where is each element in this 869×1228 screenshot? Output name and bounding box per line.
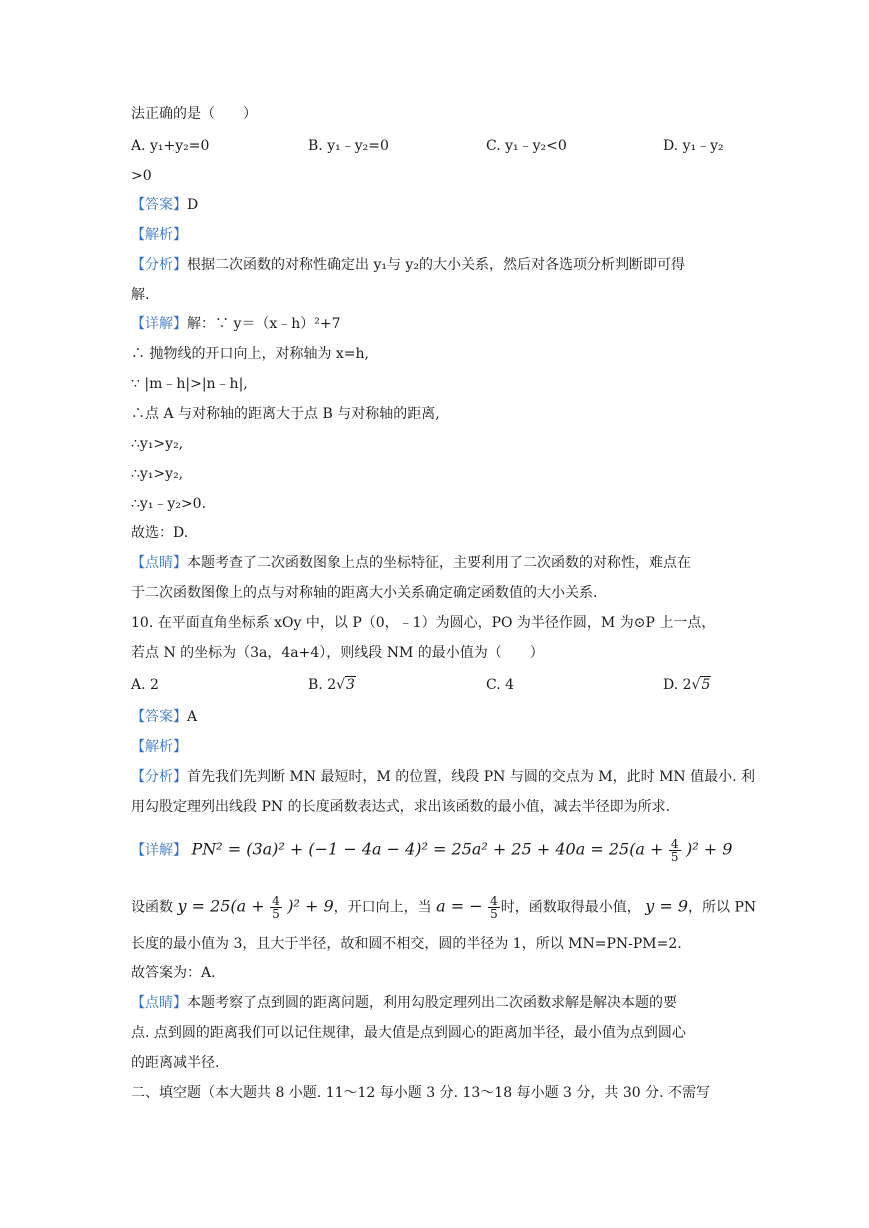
q10-dianjing-2: 点. 点到圆的距离我们可以记住规律，最大值是点到圆心的距离加半径，最小值为点到圆心 [131, 1025, 686, 1041]
fenxi-tag: 【分析】 [131, 257, 187, 273]
q9-option-d: D. y₁﹣y₂ [663, 138, 724, 154]
radicand: 3 [346, 677, 355, 693]
q9-step-5: ∴y₁>y₂, [131, 466, 184, 482]
q9-fenxi-2: 解. [131, 287, 150, 303]
q10-option-b [308, 675, 356, 695]
fenxi-text: 根据二次函数的对称性确定出 y₁与 y₂的大小关系，然后对各选项分析判断即可得 [187, 257, 685, 273]
numerator: 4 [490, 894, 498, 908]
dianjing-tag: 【点睛】 [131, 995, 187, 1011]
q10-fenxi [131, 767, 755, 787]
q10-dianjing [131, 993, 677, 1013]
function-expr: y = 25(a + [177, 896, 265, 916]
answer-tag: 【答案】 [131, 197, 187, 213]
q9-analysis-tag: 【解析】 [131, 227, 187, 243]
dianjing-text: 本题考查了二次函数图象上点的坐标特征，主要利用了二次函数的对称性，难点在 [187, 555, 691, 571]
q9-answer [131, 195, 198, 215]
q10-analysis-tag: 【解析】 [131, 739, 187, 755]
q9-step-2: ∵ |m﹣h|>|n﹣h|, [131, 376, 248, 392]
q10-detail [131, 838, 732, 863]
q9-fenxi [131, 255, 685, 275]
numerator: 4 [272, 894, 280, 908]
text: ，开口向上，当 [333, 899, 437, 916]
q10-set-2: 长度的最小值为 3，且大于半径，故和圆不相交，圆的半径为 1，所以 MN=PN-PM=2. [131, 936, 682, 952]
q9-detail [131, 314, 341, 334]
section-2-heading: 二、填空题（本大题共 8 小题. 11～12 每小题 3 分. 13～18 每小题 3 分，共 30 分. 不需写 [131, 1085, 710, 1101]
text: 设函数 [131, 899, 178, 916]
text: 时，函数取得最小值， [500, 899, 641, 916]
q10-option-c: C. 4 [486, 677, 515, 693]
q9-step-3: ∴点 A 与对称轴的距离大于点 B 与对称轴的距离, [131, 406, 440, 422]
answer-value: D [187, 197, 199, 213]
dianjing-tag: 【点睛】 [131, 555, 187, 571]
sqrt-symbol: √3 [336, 677, 355, 693]
function-expr-right: )² + 9 [287, 896, 334, 916]
q10-option-a: A. 2 [131, 677, 159, 693]
option-d-label: D. 2 [663, 677, 692, 693]
q10-set-3: 故答案为：A. [131, 965, 216, 981]
answer-tag: 【答案】 [131, 709, 187, 725]
q9-step-4: ∴y₁>y₂, [131, 436, 184, 452]
answer-value: A [187, 709, 198, 725]
equation-right: )² + 9 [686, 839, 733, 859]
q10-stem-2: 若点 N 的坐标为（3a，4a+4），则线段 NM 的最小值为（ ） [131, 645, 544, 661]
detail-tag: 【详解】 [131, 316, 187, 332]
q9-option-c: C. y₁﹣y₂<0 [486, 138, 567, 154]
denominator: 5 [272, 907, 280, 921]
q9-dianjing [131, 553, 691, 573]
dianjing-text: 本题考察了点到圆的距离问题，利用勾股定理列出二次函数求解是解决本题的要 [187, 995, 677, 1011]
denominator: 5 [670, 850, 679, 864]
q10-stem-1: 10. 在平面直角坐标系 xOy 中，以 P（0，﹣1）为圆心，PO 为半径作圆，M 为⊙P 上一点， [131, 615, 716, 631]
q10-option-d [663, 675, 711, 695]
q9-step-6: ∴y₁﹣y₂>0. [131, 496, 207, 512]
fenxi-text: 首先我们先判断 MN 最短时，M 的位置，线段 PN 与圆的交点为 M，此时 MN 值最小. 利 [187, 769, 756, 785]
numerator: 4 [670, 837, 679, 851]
detail-text: 解：∵ y＝（x﹣h）²+7 [187, 316, 341, 332]
q9-option-a: A. y₁+y₂=0 [131, 138, 210, 154]
q10-set-function [131, 895, 756, 920]
q10-answer [131, 707, 197, 727]
q9-option-d-cont: >0 [131, 168, 152, 184]
denominator: 5 [490, 907, 498, 921]
detail-tag: 【详解】 [131, 842, 187, 859]
fraction [669, 838, 681, 863]
a-value: a = − [436, 896, 483, 916]
option-b-label: B. 2 [308, 677, 337, 693]
q10-fenxi-2: 用勾股定理列出线段 PN 的长度函数表达式，求出该函数的最小值，减去半径即为所求. [131, 799, 671, 815]
question-tail: 法正确的是（ ） [131, 106, 257, 122]
q9-step-7: 故选：D. [131, 525, 189, 541]
text: ，所以 PN [688, 899, 757, 916]
q10-dianjing-3: 的距离减半径. [131, 1055, 220, 1071]
fenxi-tag: 【分析】 [131, 769, 187, 785]
equation-left: PN² = (3a)² + (−1 − 4a − 4)² = 25a² + 25 + 40a = 25(a + [191, 839, 664, 859]
q9-dianjing-2: 于二次函数图像上的点与对称轴的距离大小关系确定确定函数值的大小关系. [131, 585, 598, 601]
fraction [488, 895, 500, 920]
y-value: y = 9 [645, 896, 688, 916]
radicand: 5 [701, 677, 711, 693]
sqrt-symbol: √5 [691, 677, 711, 693]
fraction [270, 895, 282, 920]
q9-option-b: B. y₁﹣y₂=0 [308, 138, 389, 154]
q9-step-1: ∴ 抛物线的开口向上，对称轴为 x=h, [131, 346, 369, 362]
